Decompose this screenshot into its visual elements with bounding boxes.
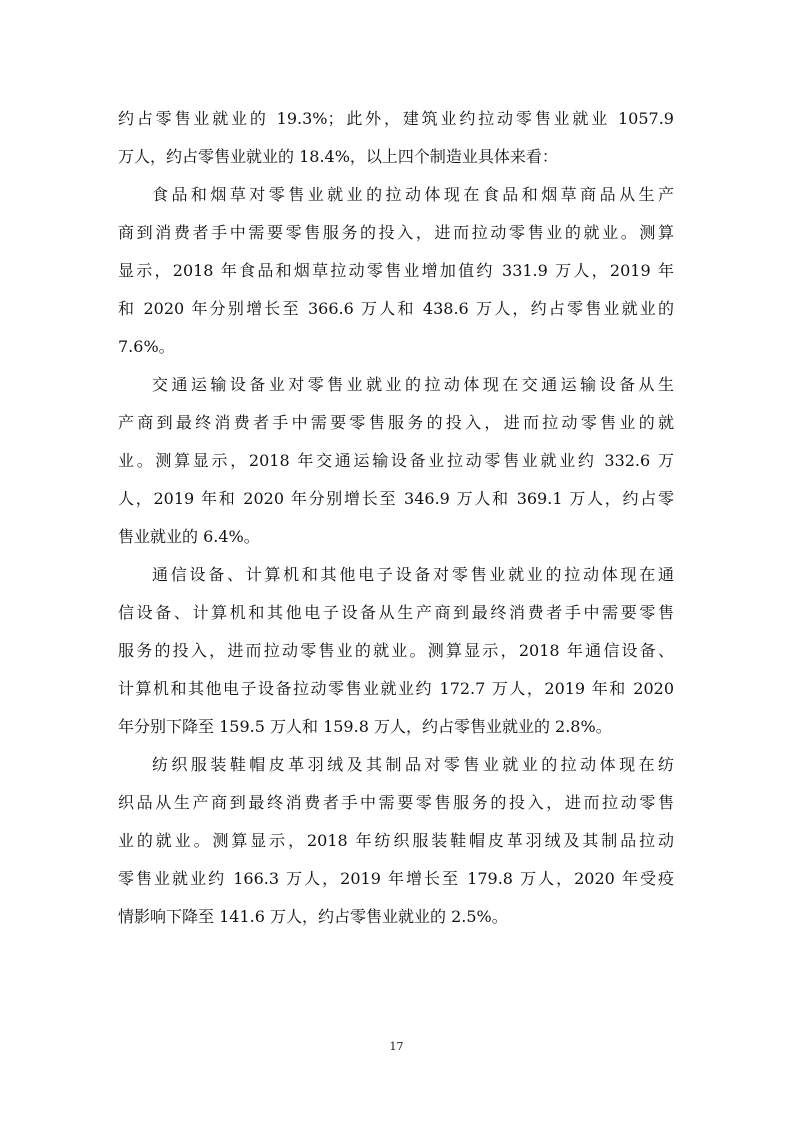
text-line: 万人，约占零售业就业的 18.4%，以上四个制造业具体来看：: [118, 147, 558, 166]
text-line: 零售业就业约 166.3 万人，2019 年增长至 179.8 万人，2020 年受疫: [118, 869, 674, 888]
text-line: 和 2020 年分别增长至 366.6 万人和 438.6 万人，约占零售业就业的: [118, 299, 674, 318]
text-line: 计算机和其他电子设备拉动零售业就业约 172.7 万人，2019 年和 2020: [118, 679, 674, 698]
text-line: 人，2019 年和 2020 年分别增长至 346.9 万人和 369.1 万人，约占零: [118, 489, 674, 508]
text-line: 售业就业的 6.4%。: [118, 527, 260, 546]
text-line: 通信设备、计算机和其他电子设备对零售业就业的拉动体现在通: [152, 565, 674, 584]
text-line: 信设备、计算机和其他电子设备从生产商到最终消费者手中需要零售: [118, 603, 674, 622]
text-line: 显示，2018 年食品和烟草拉动零售业增加值约 331.9 万人，2019 年: [118, 261, 674, 280]
text-line: 产商到最终消费者手中需要零售服务的投入，进而拉动零售业的就: [118, 413, 674, 432]
text-line: 食品和烟草对零售业就业的拉动体现在食品和烟草商品从生产: [152, 185, 674, 204]
text-line: 业的就业。测算显示，2018 年纺织服装鞋帽皮革羽绒及其制品拉动: [118, 831, 674, 850]
text-line: 业。测算显示，2018 年交通运输设备业拉动零售业就业约 332.6 万: [118, 451, 674, 470]
text-line: 纺织服装鞋帽皮革羽绒及其制品对零售业就业的拉动体现在纺: [152, 755, 674, 774]
text-line: 服务的投入，进而拉动零售业的就业。测算显示，2018 年通信设备、: [118, 641, 674, 660]
body-text: [118, 100, 674, 936]
text-line: 约占零售业就业的 19.3%；此外，建筑业约拉动零售业就业 1057.9: [118, 109, 674, 128]
text-line: 织品从生产商到最终消费者手中需要零售服务的投入，进而拉动零售: [118, 793, 674, 812]
text-line: 情影响下降至 141.6 万人，约占零售业就业的 2.5%。: [118, 907, 508, 926]
text-line: 交通运输设备业对零售业就业的拉动体现在交通运输设备从生: [152, 375, 674, 394]
text-line: 7.6%。: [118, 337, 175, 356]
page-number: 17: [389, 1040, 404, 1053]
text-line: 商到消费者手中需要零售服务的投入，进而拉动零售业的就业。测算: [118, 223, 674, 242]
text-line: 年分别下降至 159.5 万人和 159.8 万人，约占零售业就业的 2.8%。: [118, 717, 612, 736]
